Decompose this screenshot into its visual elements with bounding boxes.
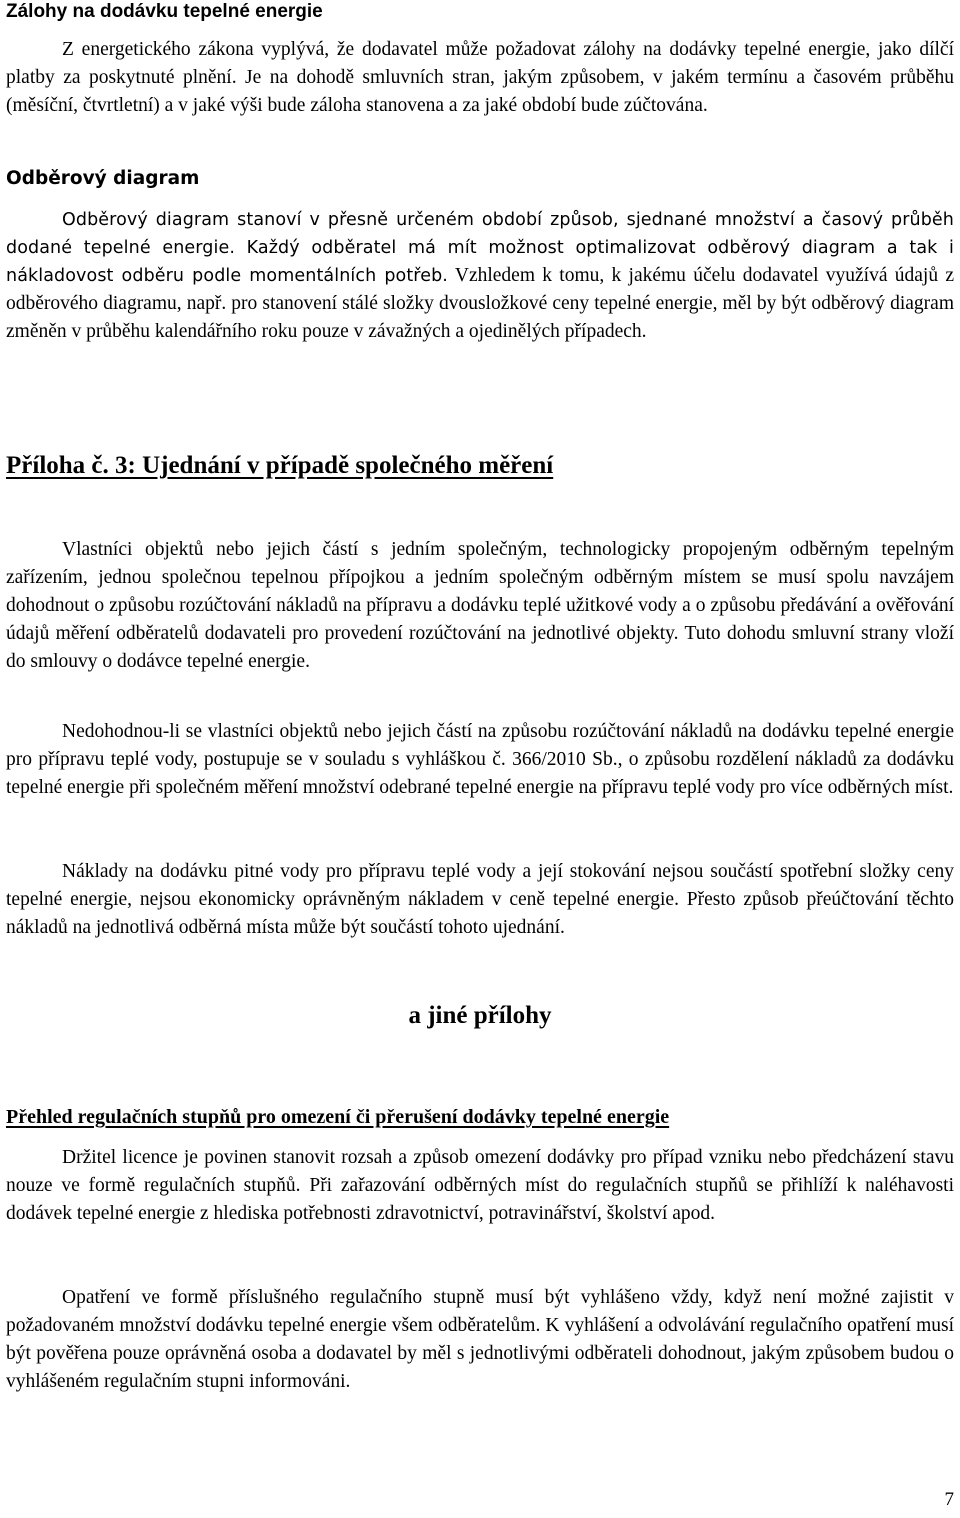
zalohy-paragraph: Z energetického zákona vyplývá, že dodavatel může požadovat zálohy na dodávky tepelné energie, jako dílčí platby za poskytnuté plnění. Je na dohodě smluvních stran, jakým způsobem, v jakém termínu a časovém průběhu (měsíční, čtvrtletní) a v jaké výši bude záloha stanovena a za jaké období bude zúčtována. [6, 39, 954, 116]
odber-body [6, 206, 954, 346]
odber-paragraph-part-4: pro stanovení stálé složky dvousložkové ceny tepelné energie, měl by být odběrový diagram změněn v průběhu kalendářního roku pouze v závažných a ojedinělých případech. [6, 293, 954, 342]
prehled-paragraph-1: Držitel licence je povinen stanovit rozsah a způsob omezení dodávky pro případ vzniku nebo předcházení stavu nouze ve formě regulačních stupňů. Při zařazování odběrných míst do regulačních stupňů se přihlíží k naléhavosti dodávek tepelné energie z hlediska potřebnosti zdravotnictví, potravinářství, školství apod. [6, 1147, 954, 1224]
prehled-paragraph-1-block [6, 1144, 954, 1228]
priloha-paragraph-1: Vlastníci objektů nebo jejich částí s jedním společným, technologicky propojeným odběrným tepelným zařízením, jednou společnou tepelnou přípojkou a jedním společným odběrným místem se musí spolu navzájem dohodnout o způsobu rozúčtování nákladů na přípravu a dodávku teplé užitkové vody a o způsobu předávání a ověřování údajů měření odběratelů dodavateli pro provedení rozúčtování na jednotlivé objekty. Tuto dohodu smluvní strany vloží do smlouvy o dodávce tepelné energie. [6, 539, 954, 672]
priloha-title: Příloha č. 3: Ujednání v případě společného měření [6, 452, 554, 479]
zalohy-body [6, 36, 954, 120]
priloha-paragraph-1-block [6, 536, 954, 676]
odber-paragraph-part-2: Každý odběratel má mít možnost optimalizovat odběrový diagram a tak i nákladovost odběru podle momentálních potřeb. [6, 238, 955, 286]
section-title-odber: Odběrový diagram [6, 168, 200, 189]
page-number: 7 [944, 1489, 954, 1510]
odber-paragraph-part-3: Vzhledem k tomu, k jakému účelu dodavatel využívá údajů z odběrového diagramu, např. [6, 265, 955, 314]
odber-paragraph-sans-part: Odběrový diagram stanoví v přesně určeném období způsob, sjednané množství a časový průběh dodané tepelné energie. [6, 210, 954, 258]
priloha-paragraph-3-block [6, 858, 954, 942]
priloha-paragraph-2-block [6, 718, 954, 802]
section-title-zalohy: Zálohy na dodávku tepelné energie [6, 1, 323, 22]
odber-paragraph [6, 206, 954, 346]
priloha-paragraph-2: Nedohodnou-li se vlastníci objektů nebo jejich částí na způsobu rozúčtování nákladů na dodávku tepelné energie pro přípravu teplé vody, postupuje se v souladu s vyhláškou č. 366/2010 Sb., o způsobu rozdělení nákladů za dodávku tepelné energie při společném měření množství odebrané tepelné energie na přípravu teplé vody pro více odběrných míst. [6, 721, 954, 798]
jine-prilohy-title: a jiné přílohy [408, 1002, 552, 1029]
priloha-paragraph-3: Náklady na dodávku pitné vody pro přípravu teplé vody a její stokování nejsou součástí spotřební složky ceny tepelné energie, nejsou ekonomicky oprávněným nákladem v ceně tepelné energie. Přesto způsob přeúčtování těchto nákladů na jednotlivá odběrná místa může být součástí tohoto ujednání. [6, 861, 954, 938]
prehled-paragraph-2-block [6, 1284, 954, 1396]
prehled-paragraph-2: Opatření ve formě příslušného regulačního stupně musí být vyhlášeno vždy, když není možné zajistit v požadovaném množství dodávku tepelné energie všem odběratelům. K vyhlášení a odvolávání regulačního opatření musí být pověřena pouze oprávněná osoba a dodavatel by měl s jednotlivými odběrateli dohodnout, jakým způsobem budou o vyhlášeném regulačním stupni informováni. [6, 1287, 954, 1392]
prehled-title: Přehled regulačních stupňů pro omezení či přerušení dodávky tepelné energie [6, 1106, 670, 1128]
